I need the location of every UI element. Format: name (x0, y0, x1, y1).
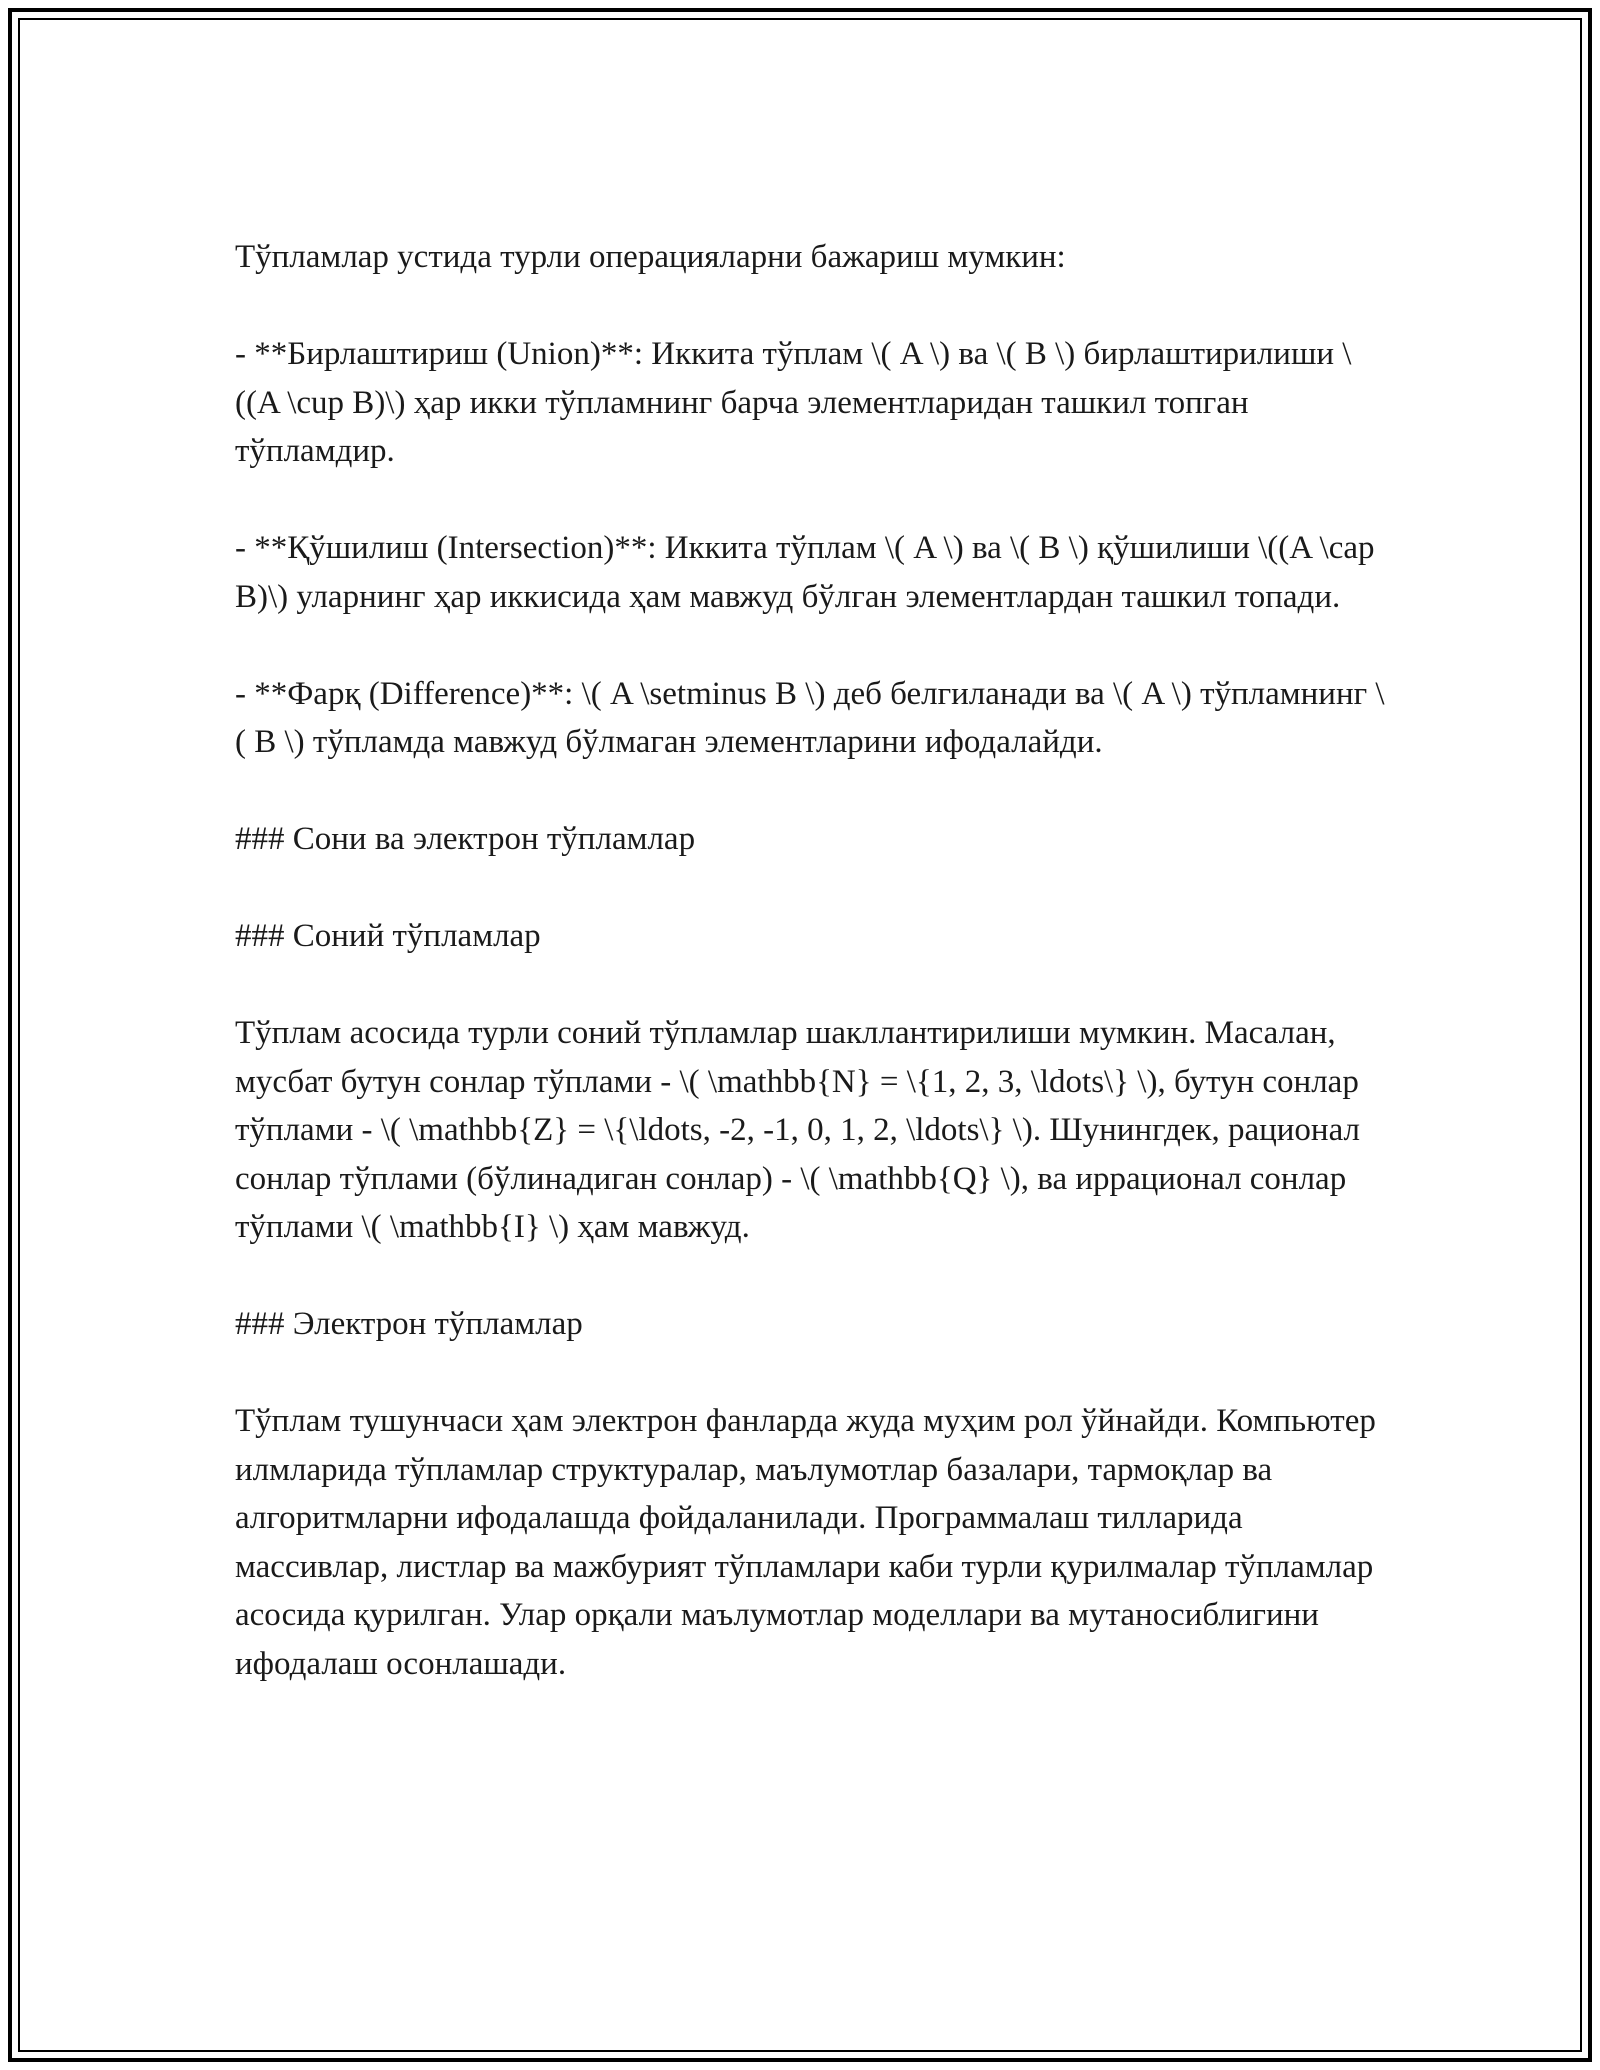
section-heading-numeric: ### Соний тўпламлар (235, 918, 541, 954)
intersection-item: - **Қўшилиш (Intersection)**: Иккита тўплам \( A \) ва \( B \) қўшилиши \((A \cap B)\) уларнинг ҳар иккисида ҳам мавжуд бўлган элементлардан ташкил топади. (235, 530, 1375, 615)
difference-item: - **Фарқ (Difference)**: \( A \setminus B \) деб белгиланади ва \( A \) тўпламнинг \( B \) тўпламда мавжуд бўлмаган элементларини ифодалайди. (235, 675, 1385, 760)
electronic-sets-paragraph: Тўплам тушунчаси ҳам электрон фанларда жуда муҳим рол ўйнайди. Компьютер илмларида тўпламлар структуралар, маълумотлар базалари, тармоқлар ва алгоритмларни ифодалашда фойдаланилади. Программалаш тилларида массивлар, листлар ва мажбурият тўпламлари каби турли қурилмалар тўпламлар асосида қурилган. Улар орқали маълумотлар моделлари ва мутаносиблигини ифодалаш осонлашади. (235, 1403, 1376, 1682)
section-heading-electronic: ### Электрон тўпламлар (235, 1306, 583, 1342)
document-body (235, 233, 1385, 1688)
section-heading-numeric-electronic: ### Сони ва электрон тўпламлар (235, 821, 696, 857)
union-item: - **Бирлаштириш (Union)**: Иккита тўплам \( A \) ва \( B \) бирлаштирилиши \((A \cup B)\) ҳар икки тўпламнинг барча элементларидан ташкил топган тўпламдир. (235, 336, 1352, 469)
intro-paragraph: Тўпламлар устида турли операцияларни бажариш мумкин: (235, 239, 1066, 275)
numeric-sets-paragraph: Тўплам асосида турли соний тўпламлар шакллантирилиши мумкин. Масалан, мусбат бутун сонлар тўплами - \( \mathbb{N} = \{1, 2, 3, \ldots\} \), бутун сонлар тўплами - \( \mathbb{Z} = \{\ldots, -2, -1, 0, 1, 2, \ldots\} \). Шунингдек, рационал сонлар тўплами (бўлинадиган сонлар) - \( \mathbb{Q} \), ва иррационал сонлар тўплами \( \mathbb{I} \) ҳам мавжуд. (235, 1015, 1360, 1245)
